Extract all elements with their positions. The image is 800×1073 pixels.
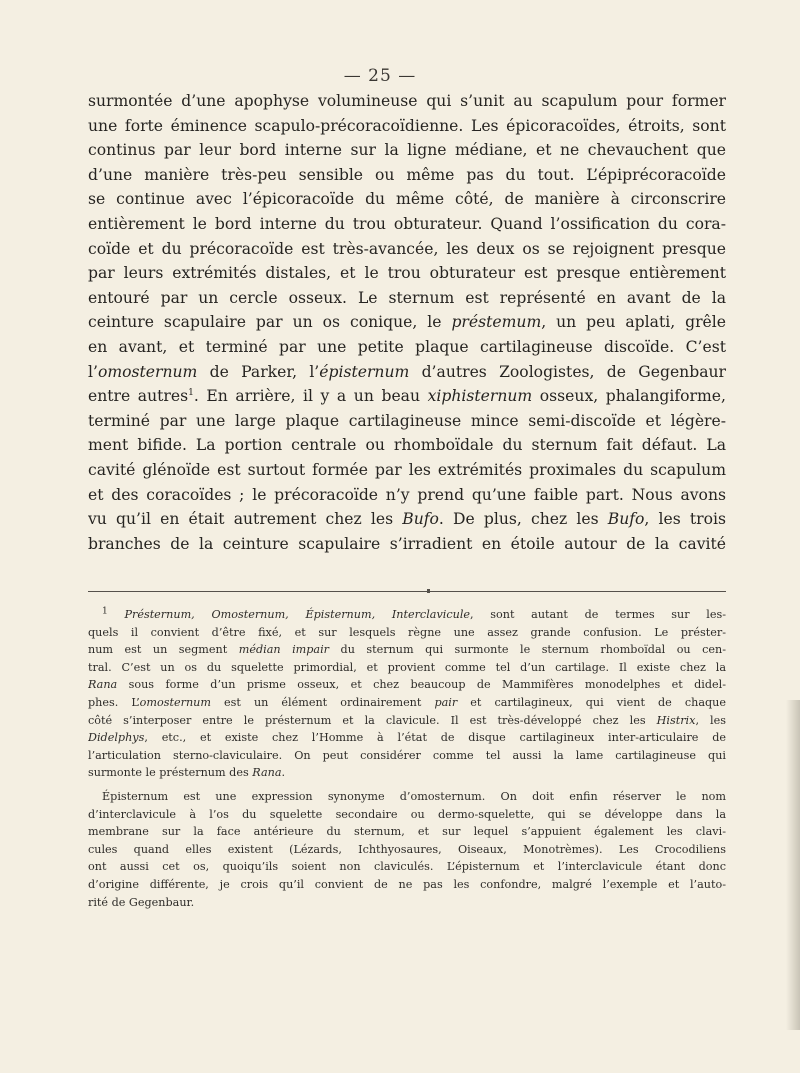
body-line: en avant, et terminé par une petite plaque cartilagineuse discoïde. C’est [88,337,726,356]
footnote-line: membrane sur la face antérieure du sternum, et sur lequel s’appuient également les clavi- [88,825,726,839]
body-line: branches de la ceinture scapulaire s’irradient en étoile autour de la cavité [88,534,726,553]
body-line: se continue avec l’épicoracoïde du même côté, de manière à circonscrire [88,190,726,209]
body-line: cavité glénoïde est surtout formée par les extrémités proximales du scapulum [88,460,726,479]
page-edge-shadow [786,700,800,1030]
body-line: entre autres$^1$. En arrière, il y a un beau xiphisternum osseux, phalangiforme, [88,387,726,406]
footnote-text [88,606,726,911]
footnote-line: l’articulation sterno-claviculaire. On peut considérer comme tel aussi la lame cartilagineuse qui [88,748,726,762]
body-line: entièrement le bord interne du trou obturateur. Quand l’ossification du cora- [88,214,726,233]
page-number: — 25 — [343,66,417,86]
body-line: entouré par un cercle osseux. Le sternum est représenté en avant de la [88,288,726,307]
footnote-line: Didelphys, etc., et existe chez l’Homme à l’état de disque cartilagineux inter-articulaire de [88,731,726,745]
body-line: coïde et du précoracoïde est très-avancée, les deux os se rejoignent presque [88,239,726,258]
body-line: par leurs extrémités distales, et le trou obturateur est presque entièrement [88,264,726,283]
footnote-line: num est un segment médian impair du sternum qui surmonte le sternum rhomboïdal ou cen- [88,643,726,657]
body-line: surmontée d’une apophyse volumineuse qui s’unit au scapulum pour former [88,92,726,110]
body-line: l’omosternum de Parker, l’épisternum d’autres Zoologistes, de Gegenbaur [88,362,726,381]
footnote-line: Rana sous forme d’un prisme osseux, et chez beaucoup de Mammifères monodelphes et didel- [88,678,726,692]
footnote-line: surmonte le présternum des Rana. [88,766,286,780]
body-line: ment bifide. La portion centrale ou rhomboïdale du sternum fait défaut. La [88,436,726,455]
footnote-line: d’origine différente, je crois qu’il convient de ne pas les confondre, malgré l’exemple et l’auto- [88,877,726,891]
footnote-separator [88,591,726,592]
body-line: d’une manière très-peu sensible ou même pas du tout. L’épiprécoracoïde [88,165,726,184]
body-line: ceinture scapulaire par un os conique, le préstemum, un peu aplati, grêle [88,313,726,332]
footnote-line: d’interclavicule à l’os du squelette secondaire ou dermo-squelette, qui se développe dans la [88,807,726,821]
footnote-line: cules quand elles existent (Lézards, Ichthyosaures, Oiseaux, Monotrèmes). Les Crocodiliens [88,842,726,856]
footnote-line: Épisternum est une expression synonyme d’omosternum. On doit enfin réserver le nom [102,789,726,803]
body-line: continus par leur bord interne sur la ligne médiane, et ne chevauchent que [88,141,726,160]
footnote-line: tral. C’est un os du squelette primordial, et provient comme tel d’un cartilage. Il existe chez la [88,660,726,674]
footnote-line: rité de Gegenbaur. [88,895,195,909]
footnote-line: côté s’interposer entre le présternum et la clavicule. Il est très-développé chez les Histrix, les [88,713,726,727]
footnote-line: phes. L’omosternum est un élément ordinairement pair et cartilagineux, qui vient de chaque [88,695,726,709]
body-line: vu qu’il en était autrement chez les Bufo. De plus, chez les Bufo, les trois [88,510,726,529]
main-body-text [88,89,726,556]
body-line: terminé par une large plaque cartilagineuse mince semi-discoïde et légère- [88,411,726,430]
footnote-line: ont aussi cet os, quoiqu’ils soient non claviculés. L’épisternum et l’interclavicule étant donc [88,860,726,874]
footnote-line: $^1$ Présternum, Omosternum, Épisternum, Interclavicule, sont autant de termes sur les- [102,606,726,621]
body-line: et des coracoïdes ; le précoracoïde n’y prend qu’une faible part. Nous avons [88,485,726,504]
footnote-line: quels il convient d’être fixé, et sur lesquels règne une assez grande confusion. Le préster- [88,625,726,639]
body-line: une forte éminence scapulo-précoracoïdienne. Les épicoracoïdes, étroits, sont [88,116,726,135]
